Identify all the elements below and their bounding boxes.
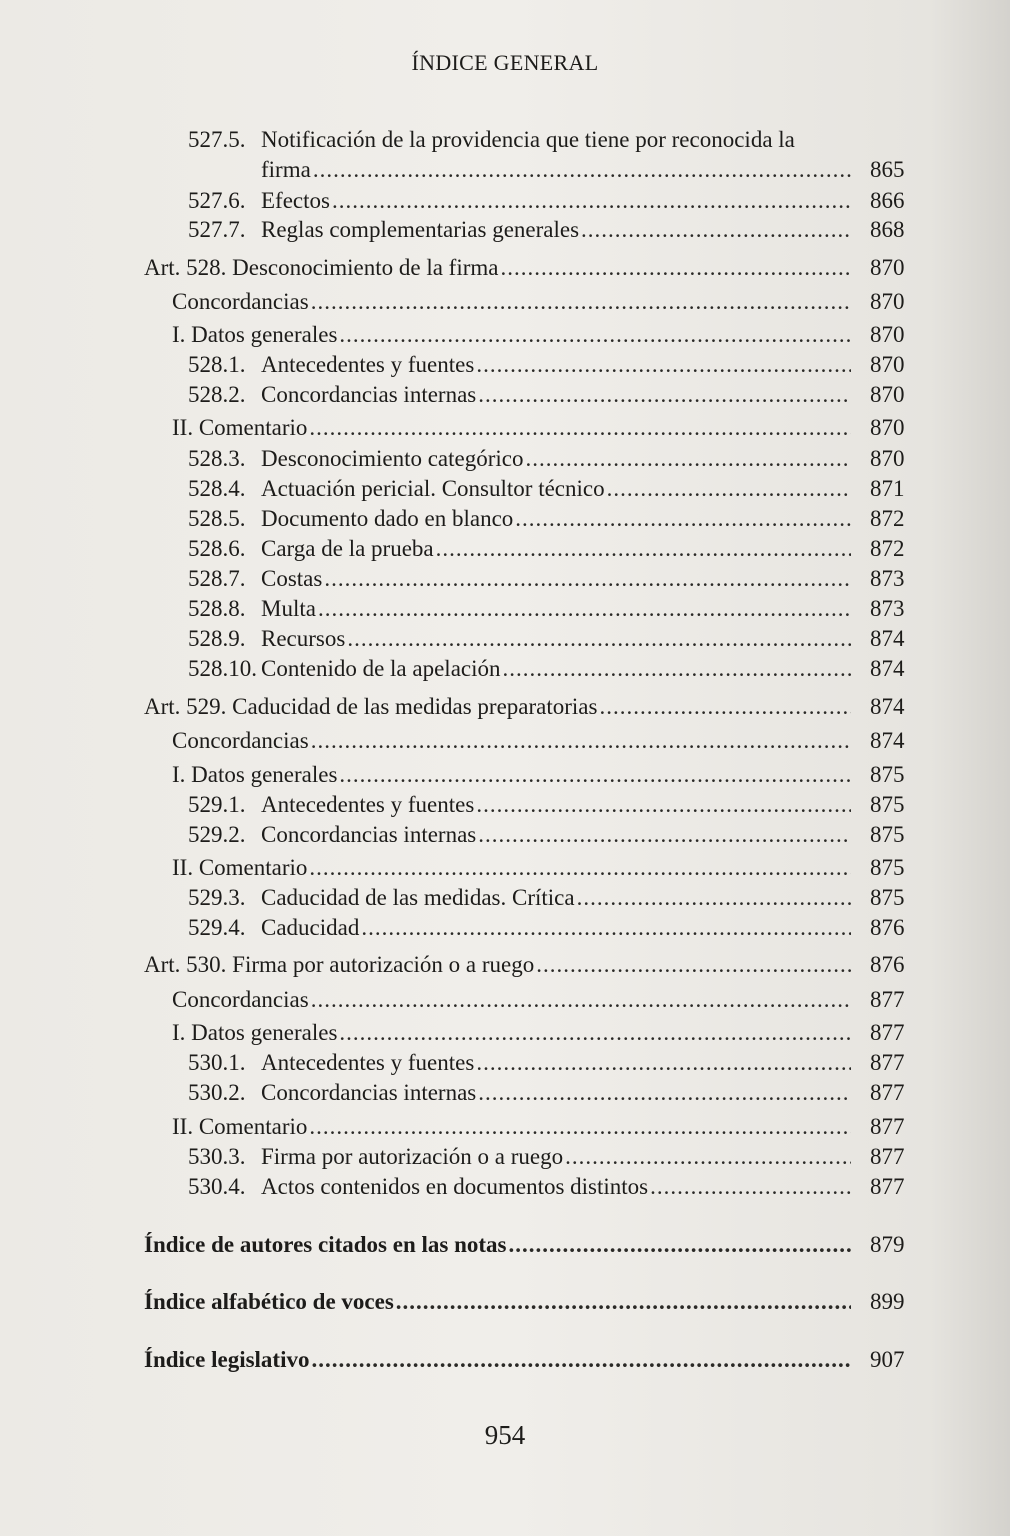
leader-dots — [339, 1019, 851, 1047]
toc-entry — [144, 951, 853, 979]
toc-entry-number: 528.8. — [188, 596, 246, 621]
leader-dots — [581, 216, 851, 244]
toc-entry — [261, 884, 853, 912]
toc-entry-title: Actuación pericial. Consultor técnico — [261, 476, 605, 501]
leader-dots — [476, 791, 851, 819]
toc-entry-number: 530.3. — [188, 1144, 246, 1169]
toc-entry-title: Efectos — [261, 188, 330, 213]
toc-entry-number: 529.3. — [188, 885, 246, 910]
toc-entry — [172, 727, 853, 755]
leader-dots — [318, 595, 851, 623]
leader-dots — [525, 445, 851, 473]
toc-entry — [261, 565, 853, 593]
toc-page-number: 874 — [870, 626, 905, 651]
toc-entry-number: 528.3. — [188, 446, 246, 471]
toc-entry — [261, 821, 853, 849]
page-folio: 954 — [484, 1420, 526, 1450]
toc-entry-title: II. Comentario — [172, 415, 308, 440]
toc-entry-title: I. Datos generales — [172, 762, 338, 787]
toc-entry-title: Recursos — [261, 626, 346, 651]
toc-entry-number: 527.5. — [188, 127, 246, 152]
toc-page-number: 872 — [870, 536, 905, 561]
leader-dots — [311, 727, 851, 755]
toc-entry — [144, 1346, 853, 1374]
toc-entry-number: 528.2. — [188, 382, 246, 407]
toc-entry-title: I. Datos generales — [172, 1020, 338, 1045]
toc-page-number: 865 — [870, 157, 905, 182]
toc-entry-number: 527.7. — [188, 217, 246, 242]
toc-entry-title: Art. 529. Caducidad de las medidas preparatorias — [144, 694, 598, 719]
toc-entry-number: 530.4. — [188, 1174, 246, 1199]
toc-entry-number: 530.2. — [188, 1080, 246, 1105]
toc-entry-title: Costas — [261, 566, 323, 591]
toc-entry-title: Multa — [261, 596, 316, 621]
toc-entry-title: Reglas complementarias generales — [261, 217, 580, 242]
toc-entry-title: firma — [261, 157, 311, 182]
toc-entry-number: 528.1. — [188, 352, 246, 377]
toc-page-number: 875 — [870, 762, 905, 787]
toc-entry-title: Art. 528. Desconocimiento de la firma — [144, 255, 499, 280]
toc-entry-number: 528.4. — [188, 476, 246, 501]
leader-dots — [313, 156, 851, 184]
toc-page-number: 870 — [870, 352, 905, 377]
leader-dots — [332, 187, 851, 215]
toc-entry-number: 529.2. — [188, 822, 246, 847]
toc-entry — [172, 414, 853, 442]
leader-dots — [577, 884, 851, 912]
toc-page-number: 877 — [870, 1144, 905, 1169]
toc-entry-title: Antecedentes y fuentes — [261, 1050, 475, 1075]
leader-dots — [565, 1143, 851, 1171]
toc-entry-number: 529.1. — [188, 792, 246, 817]
leader-dots — [509, 1231, 852, 1259]
toc-page-number: 874 — [870, 656, 905, 681]
leader-dots — [599, 693, 851, 721]
toc-page-number: 877 — [870, 1114, 905, 1139]
leader-dots — [436, 535, 851, 563]
leader-dots — [311, 1346, 851, 1374]
toc-entry — [172, 854, 853, 882]
toc-entry-title: Concordancias internas — [261, 1080, 477, 1105]
toc-entry-title: Actos contenidos en documentos distintos — [261, 1174, 649, 1199]
toc-entry — [172, 986, 853, 1014]
toc-entry-number: 530.1. — [188, 1050, 246, 1075]
toc-entry — [261, 187, 853, 215]
toc-entry — [261, 445, 853, 473]
leader-dots — [478, 821, 851, 849]
toc-page-number: 876 — [870, 915, 905, 940]
toc-entry — [261, 216, 853, 244]
leader-dots — [339, 761, 851, 789]
toc-page-number: 874 — [870, 694, 905, 719]
toc-entry-title: Concordancias — [172, 289, 309, 314]
toc-entry — [172, 1019, 853, 1047]
toc-page-number: 875 — [870, 885, 905, 910]
toc-entry-title: Concordancias internas — [261, 382, 477, 407]
toc-page-number: 875 — [870, 822, 905, 847]
leader-dots — [309, 1113, 851, 1141]
toc-entry — [261, 655, 853, 683]
toc-page-number: 877 — [870, 1020, 905, 1045]
toc-entry — [261, 1143, 853, 1171]
toc-entry — [261, 1173, 853, 1201]
leader-dots — [650, 1173, 851, 1201]
toc-entry — [261, 1079, 853, 1107]
toc-entry-number: 528.7. — [188, 566, 246, 591]
toc-page-number: 879 — [870, 1232, 905, 1257]
toc-entry — [261, 156, 853, 184]
toc-page-number: 875 — [870, 855, 905, 880]
leader-dots — [515, 505, 851, 533]
toc-page-number: 877 — [870, 1174, 905, 1199]
toc-page-number: 874 — [870, 728, 905, 753]
toc-entry-title: Antecedentes y fuentes — [261, 352, 475, 377]
toc-entry-title: Firma por autorización o a ruego — [261, 1144, 564, 1169]
toc-page-number: 877 — [870, 987, 905, 1012]
toc-page-number: 871 — [870, 476, 905, 501]
toc-page-number: 870 — [870, 446, 905, 471]
toc-entry-title: Índice de autores citados en las notas — [144, 1232, 507, 1257]
leader-dots — [500, 254, 851, 282]
leader-dots — [478, 381, 851, 409]
toc-page-number: 899 — [870, 1289, 905, 1314]
leader-dots — [324, 565, 851, 593]
toc-entry-title: Índice legislativo — [144, 1347, 310, 1372]
leader-dots — [361, 914, 851, 942]
leader-dots — [311, 986, 851, 1014]
toc-entry — [261, 351, 853, 379]
leader-dots — [607, 475, 851, 503]
toc-entry-title: Concordancias internas — [261, 822, 477, 847]
toc-entry — [144, 254, 853, 282]
toc-entry-title: II. Comentario — [172, 855, 308, 880]
toc-entry-title: Concordancias — [172, 728, 309, 753]
toc-entry — [144, 1288, 853, 1316]
toc-entry — [261, 505, 853, 533]
toc-entry — [172, 1113, 853, 1141]
toc-entry — [261, 914, 853, 942]
toc-page-number: 870 — [870, 255, 905, 280]
toc-page-number: 907 — [870, 1347, 905, 1372]
toc-entry-number: 528.10. — [188, 656, 257, 681]
toc-entry — [261, 381, 853, 409]
toc-page-number: 877 — [870, 1080, 905, 1105]
leader-dots — [309, 414, 851, 442]
toc-page-number: 872 — [870, 506, 905, 531]
toc-entry-title: Documento dado en blanco — [261, 506, 514, 531]
toc-entry — [172, 761, 853, 789]
leader-dots — [478, 1079, 851, 1107]
leader-dots — [476, 1049, 851, 1077]
toc-entry-number: 528.9. — [188, 626, 246, 651]
toc-entry-title: I. Datos generales — [172, 322, 338, 347]
toc-entry — [261, 535, 853, 563]
toc-entry — [261, 595, 853, 623]
toc-entry-title: Caducidad de las medidas. Crítica — [261, 885, 575, 910]
toc-entry-title: Art. 530. Firma por autorización o a ruego — [144, 952, 535, 977]
toc-page-number: 870 — [870, 382, 905, 407]
toc-page-number: 870 — [870, 322, 905, 347]
toc-page-number: 877 — [870, 1050, 905, 1075]
leader-dots — [396, 1288, 851, 1316]
toc-entry — [261, 625, 853, 653]
toc-page-number: 870 — [870, 289, 905, 314]
toc-entry — [261, 791, 853, 819]
toc-page-number: 876 — [870, 952, 905, 977]
leader-dots — [309, 854, 851, 882]
toc-entry-title-line1: Notificación de la providencia que tiene por reconocida la — [261, 127, 795, 152]
toc-entry-title: Carga de la prueba — [261, 536, 434, 561]
leader-dots — [536, 951, 851, 979]
toc-entry-number: 527.6. — [188, 188, 246, 213]
leader-dots — [311, 288, 851, 316]
toc-entry-title: Desconocimiento categórico — [261, 446, 524, 471]
leader-dots — [347, 625, 851, 653]
running-header: ÍNDICE GENERAL — [411, 50, 599, 75]
toc-entry — [144, 1231, 853, 1259]
toc-entry-title: Contenido de la apelación — [261, 656, 501, 681]
toc-entry-title: Índice alfabético de voces — [144, 1289, 394, 1314]
toc-page-number: 868 — [870, 217, 905, 242]
leader-dots — [339, 321, 851, 349]
toc-page-number: 873 — [870, 596, 905, 621]
toc-entry — [261, 475, 853, 503]
leader-dots — [476, 351, 851, 379]
toc-entry — [172, 288, 853, 316]
toc-entry — [144, 693, 853, 721]
toc-page-number: 873 — [870, 566, 905, 591]
toc-entry-number: 528.6. — [188, 536, 246, 561]
toc-entry — [261, 1049, 853, 1077]
toc-entry-number: 529.4. — [188, 915, 246, 940]
toc-entry-title: Concordancias — [172, 987, 309, 1012]
toc-page-number: 870 — [870, 415, 905, 440]
toc-entry-title: Caducidad — [261, 915, 360, 940]
toc-entry-title: II. Comentario — [172, 1114, 308, 1139]
toc-entry-number: 528.5. — [188, 506, 246, 531]
toc-entry — [172, 321, 853, 349]
toc-entry-title: Antecedentes y fuentes — [261, 792, 475, 817]
leader-dots — [503, 655, 851, 683]
toc-page-number: 875 — [870, 792, 905, 817]
toc-page-number: 866 — [870, 188, 905, 213]
